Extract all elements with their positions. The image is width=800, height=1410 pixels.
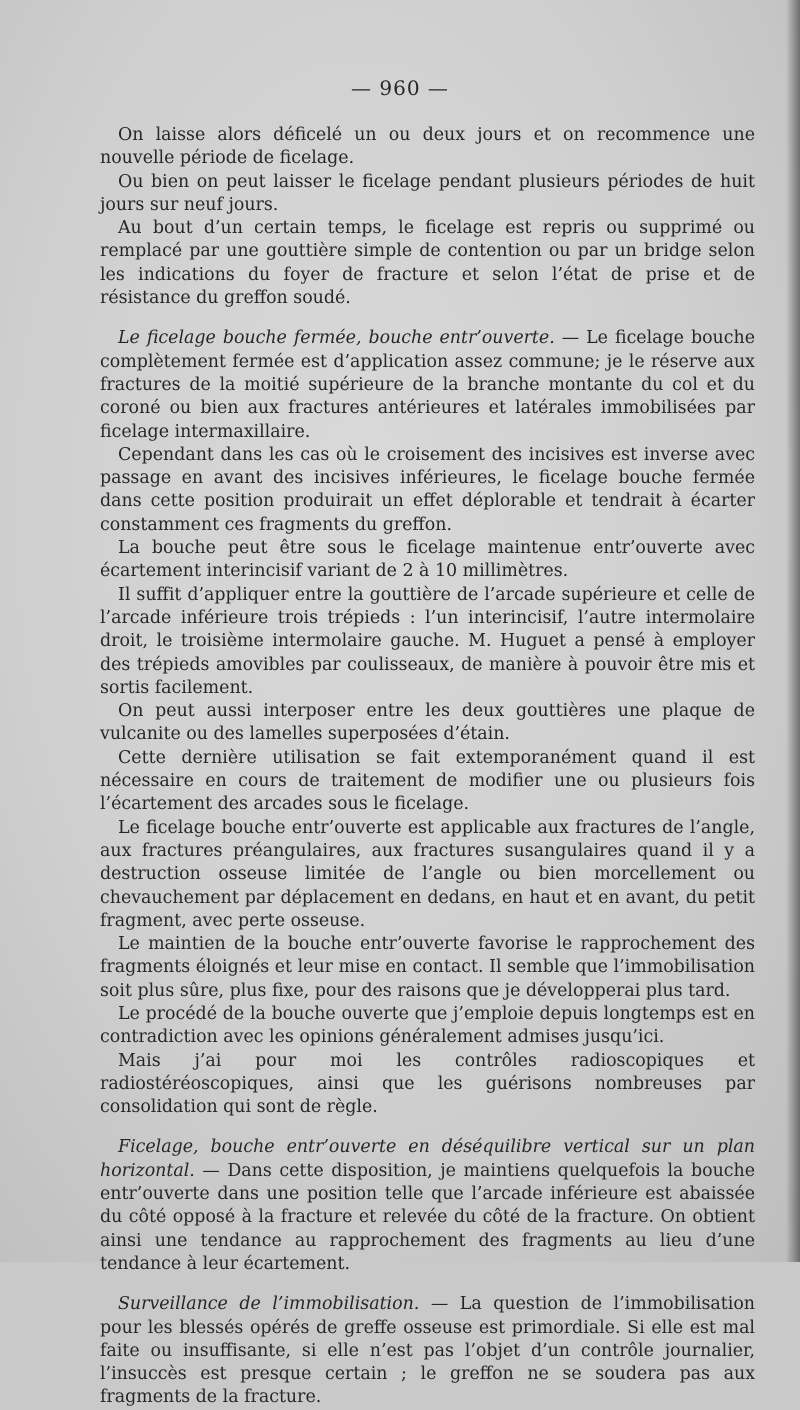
paragraph: Cependant dans les cas où le croisement des incisives est inverse avec passage en avant des incisives inférieures, le ficelage bouche fermée dans cette position produirait un effet déplorable et tendrait à écarter constamment ces fragments du greffon.: [100, 444, 755, 535]
section-lead-surveillance: — La question de l’immobilisation pour les blessés opérés de greffe osseuse est primordiale. Si elle est mal faite ou insuffisante, si elle n’est pas l’objet d’un contrôle journalier, l’insuccès est presque certain ; le greffon ne se soudera pas aux fragments de la fracture.: [100, 1294, 755, 1408]
section-paragraph-desequilibre: [100, 1136, 755, 1276]
paragraph: Cette dernière utilisation se fait extemporanément quand il est nécessaire en cours de traitement de modifier une ou plusieurs fois l’écartement des arcades sous le ficelage.: [100, 747, 755, 815]
paragraph: Le procédé de la bouche ouverte que j’emploie depuis longtemps est en contradiction avec les opinions généralement admises jusqu’ici.: [100, 1003, 755, 1048]
page-edge-shadow: [786, 0, 800, 1262]
section-paragraph-fermee: [100, 327, 755, 443]
paragraph: Mais j’ai pour moi les contrôles radioscopiques et radiostéréoscopiques, ainsi que les guérisons nombreuses par consolidation qui sont de règle.: [100, 1050, 755, 1118]
body-text: [100, 124, 755, 1410]
paragraph: Il suffit d’appliquer entre la gouttière de l’arcade supérieure et celle de l’arcade inférieure trois trépieds : l’un interincisif, l’autre intermolaire droit, le troisième intermolaire gauche. M. Huguet a pensé à employer des trépieds amovibles par coulisseaux, de manière à pouvoir être mis et sortis facilement.: [100, 584, 755, 698]
section-heading-fermee: Le ficelage bouche fermée, bouche entr’ouverte.: [118, 328, 555, 349]
section-lead-desequilibre: — Dans cette disposition, je maintiens quelquefois la bouche entr’ouverte dans une position telle que l’arcade inférieure est abaissée du côté opposé à la fracture et relevée du côté de la fracture. On obtient ainsi une tendance au rapprochement des fragments au lieu d’une tendance à leur écartement.: [100, 1160, 755, 1274]
section-lead-fermee: — Le ficelage bouche complètement fermée est d’application assez commune; je le réserve aux fractures de la moitié supérieure de la branche montante du col et du coroné ou bien aux fractures antérieures et latérales immobilisées par ficelage intermaxillaire.: [100, 328, 755, 442]
section-heading-surveillance: Surveillance de l’immobilisation.: [118, 1294, 420, 1315]
paragraph: Le maintien de la bouche entr’ouverte favorise le rapprochement des fragments éloignés et leur mise en contact. Il semble que l’immobilisation soit plus sûre, plus fixe, pour des raisons que je développerai plus tard.: [100, 934, 755, 1001]
section-heading-desequilibre: Ficelage, bouche entr’ouverte en déséquilibre vertical sur un plan horizontal.: [100, 1137, 755, 1181]
paragraph: La bouche peut être sous le ficelage maintenue entr’ouverte avec écartement interincisif variant de 2 à 10 millimètres.: [100, 538, 755, 582]
paragraph: On laisse alors déficelé un ou deux jours et on recommence une nouvelle période de ficelage.: [100, 125, 755, 169]
page-number: — 960 —: [351, 76, 449, 100]
paragraph: Le ficelage bouche entr’ouverte est applicable aux fractures de l’angle, aux fractures préangulaires, aux fractures susangulaires quand il y a destruction osseuse limitée de l’angle ou bien morcellement ou chevauchement par déplacement en dedans, en haut et en avant, du petit fragment, avec perte osseuse.: [100, 817, 755, 931]
paragraph: Au bout d’un certain temps, le ficelage est repris ou supprimé ou remplacé par une gouttière simple de contention ou par un bridge selon les indications du foyer de fracture et selon l’état de prise et de résistance du greffon soudé.: [100, 218, 755, 309]
section-paragraph-surveillance: [100, 1293, 755, 1409]
paragraph: On peut aussi interposer entre les deux gouttières une plaque de vulcanite ou des lamelles superposées d’étain.: [100, 701, 755, 745]
paragraph: Ou bien on peut laisser le ficelage pendant plusieurs périodes de huit jours sur neuf jours.: [100, 171, 755, 215]
